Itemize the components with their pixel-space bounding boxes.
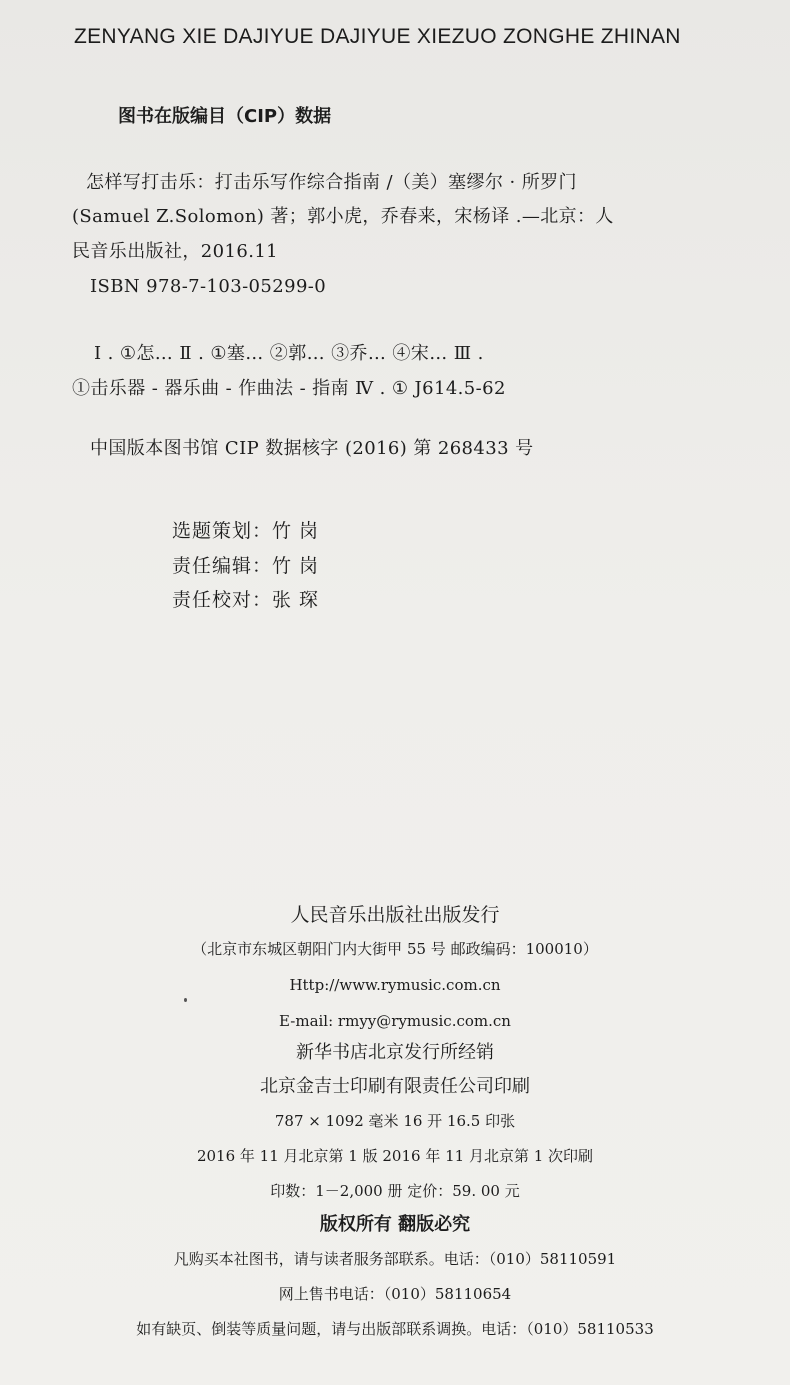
cip-subject-line: ①击乐器 - 器乐曲 - 作曲法 - 指南 Ⅳ . ① J614.5-62 [72,378,506,399]
cip-record-line: 怎样写打击乐：打击乐写作综合指南 /（美）塞缪尔 · 所罗门 [86,172,577,193]
format-specs: 787 × 1092 毫米 16 开 16.5 印张 [274,1112,516,1130]
staff-role: 责任校对： [172,589,273,611]
cip-record-line: (Samuel Z.Solomon) 著；郭小虎，乔春来，宋杨译 .—北京：人 [72,206,614,227]
staff-name: 竹 岗 [272,555,320,577]
staff-name: 张 琛 [272,589,320,611]
staff-row [172,555,319,578]
isbn: ISBN 978-7-103-05299-0 [90,276,327,297]
staff-name: 竹 岗 [272,520,320,542]
print-run-price: 印数：1－2,000 册 定价：59. 00 元 [270,1182,520,1200]
staff-row [172,589,319,612]
distributor: 新华书店北京发行所经销 [296,1042,494,1063]
email: E-mail: rmyy@rymusic.com.cn [279,1012,511,1030]
cip-number: 中国版本图书馆 CIP 数据核字 (2016) 第 268433 号 [90,438,534,459]
website: Http://www.rymusic.com.cn [289,976,501,994]
printer: 北京金吉士印刷有限责任公司印刷 [260,1076,530,1097]
edition-info: 2016 年 11 月北京第 1 版 2016 年 11 月北京第 1 次印刷 [196,1147,594,1165]
pinyin-title: ZENYANG XIE DAJIYUE DAJIYUE XIEZUO ZONGHE ZHINAN [74,25,681,48]
staff-role: 选题策划： [172,520,273,542]
copyright-notice: 版权所有 翻版必究 [319,1214,471,1235]
staff-row [172,520,319,543]
publisher: 人民音乐出版社出版发行 [290,904,500,926]
address: （北京市东城区朝阳门内大街甲 55 号 邮政编码：100010） [192,940,598,958]
contact-line: 如有缺页、倒装等质量问题，请与出版部联系调换。电话：（010）58110533 [136,1320,654,1338]
cip-subject-line: Ⅰ . ①怎… Ⅱ . ①塞… ②郭… ③乔… ④宋… Ⅲ . [94,343,484,364]
contact-line: 凡购买本社图书，请与读者服务部联系。电话：（010）58110591 [173,1250,617,1268]
cip-record-line: 民音乐出版社，2016.11 [72,241,279,262]
staff-role: 责任编辑： [172,555,273,577]
contact-line: 网上售书电话：（010）58110654 [278,1285,512,1303]
cip-heading: 图书在版编目（CIP）数据 [118,106,332,127]
ink-speck [184,998,187,1002]
